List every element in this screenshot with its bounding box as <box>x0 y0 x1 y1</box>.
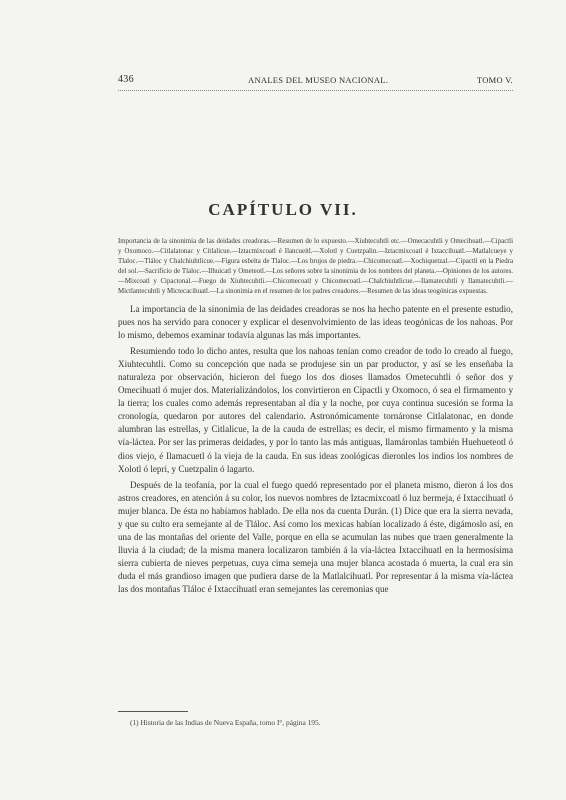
paragraph: Después de la teofanía, por la cual el fuego quedó representado por el planeta mismo, dieron á los dos astros creadores, en atención á su color, los nuevos nombres de Iztacmixcoatl ó luz bermeja, é Ixtaccihuatl ó mujer blanca. De ésta no habíamos hablado. De ella nos da cuenta Durán. (1) Dice que era la sierra nevada, y que su culto era semejante al de Tláloc. Así como los mexicas habían localizado á éste, digámoslo así, en una de las montañas del oriente del Valle, porque en ella se acumulan las nubes que traen generalmente la lluvia á la ciudad; de la misma manera localizaron también á la vía-láctea Ixtaccihuatl en la hermosísima sierra cubierta de nieves perpetuas, cuya cima semeja una mujer blanca acostada ó muerta, la cual era sin duda el más grandioso imagen que pudiera darse de la Matlalcihuatl. Por representar á la misma vía-láctea las dos montañas Tláloc é Ixtaccihuatl eran semejantes las ceremonias que <box>118 479 513 594</box>
paragraph: Resumiendo todo lo dicho antes, resulta que los nahoas tenían como creador de todo lo creado al fuego, Xiuhtecuhtli. Como su concepción que nada se produjese sin un par productor, y así se les enseñaba la naturaleza por observación, hicieron del fuego los dos dioses llamados Ometecuhtli ó señor dos y Omecihuatl ó mujer dos. Materializándolos, los convirtieron en Cipactli y Oxomoco, ó sea el firmamento y la tierra; los cuales como además representaban al día y la noche, por cuya continua sucesión se forma la cronología, quedaron por autores del calendario. Astronómicamente tornáronse Citlalatonac, en donde alumbran las estrellas, y Citlalicue, la de la cauda de estrellas; es decir, el mismo firmamento y la misma vía-láctea. Por ser las primeras deidades, y por lo tanto las más antiguas, llamáronlas también Huehueteotl ó dios viejo, é Ilamacuetl ó la vieja de la cauda. En sus ideas zoológicas dieronles los indios los nombres de Xolotl ó lepri, y Cuetzpalin ó lagarto. <box>118 346 513 474</box>
volume-label: TOMO V. <box>476 75 513 85</box>
footnote-rule <box>118 711 188 712</box>
summary-text: Importancia de la sinonimia de las deidades creadoras.—Resumen de lo expuesto.—Xiuhtecuhtli etc.—Omecacuhtli y Omecihuatl.—Cipactli y Oxomoco.—Citlalatonac y Citlalicue.—Iztacmixcoatl é Ilancueitl.—Xolotl y Cuetzpalin.—Iztacmixcoatl é Ixtaccihuatl.—Matlalcueye y Tlaloc.—Tláloc y Chalchiuhtlicue.—Figura esbelta de Tlaloc.—Los brujos de piedra.—Chicomecoatl.—Xochiquetzal.—Cipactli en la Piedra del sol.—Sacrificio de Tlaloc.—Ilhuicatl y Ometeotl.—Los señores sobre la sinonimia de los nombres del planeta.—Opiniones de los autores.—Mixcoatl y Cipactonal.—Fuego de Xiuhtecuhtli.—Chicomecoatl y Chicomecoatl.—Chalchiuhtlicue.—Ilamatecuhtli y Ilamatecuhtli.—Mictlantecuhtli y Mictecacihuatl.—La sinonimia en el resumen de los padres creadores.—Resumen de las ideas teogónicas expuestas. <box>118 238 513 296</box>
body-text <box>118 303 513 599</box>
footnote: (1) Historia de las Indias de Nueva España, tomo I°, página 195. <box>130 718 321 727</box>
paragraph: La importancia de la sinonimia de las deidades creadoras se nos ha hecho patente en el presente estudio, pues nos ha servido para conocer y explicar el desenvolvimiento de las ideas teogónicas de los nahoas. Por lo mismo, debemos examinar todavía algunas las más importantes. <box>118 304 513 341</box>
chapter-summary <box>118 237 513 298</box>
journal-title: ANALES DEL MUSEO NACIONAL. <box>248 75 389 85</box>
page-number: 436 <box>118 74 134 85</box>
chapter-title: CAPÍTULO VII. <box>208 200 358 219</box>
running-header <box>118 74 513 88</box>
header-rule <box>118 90 513 91</box>
